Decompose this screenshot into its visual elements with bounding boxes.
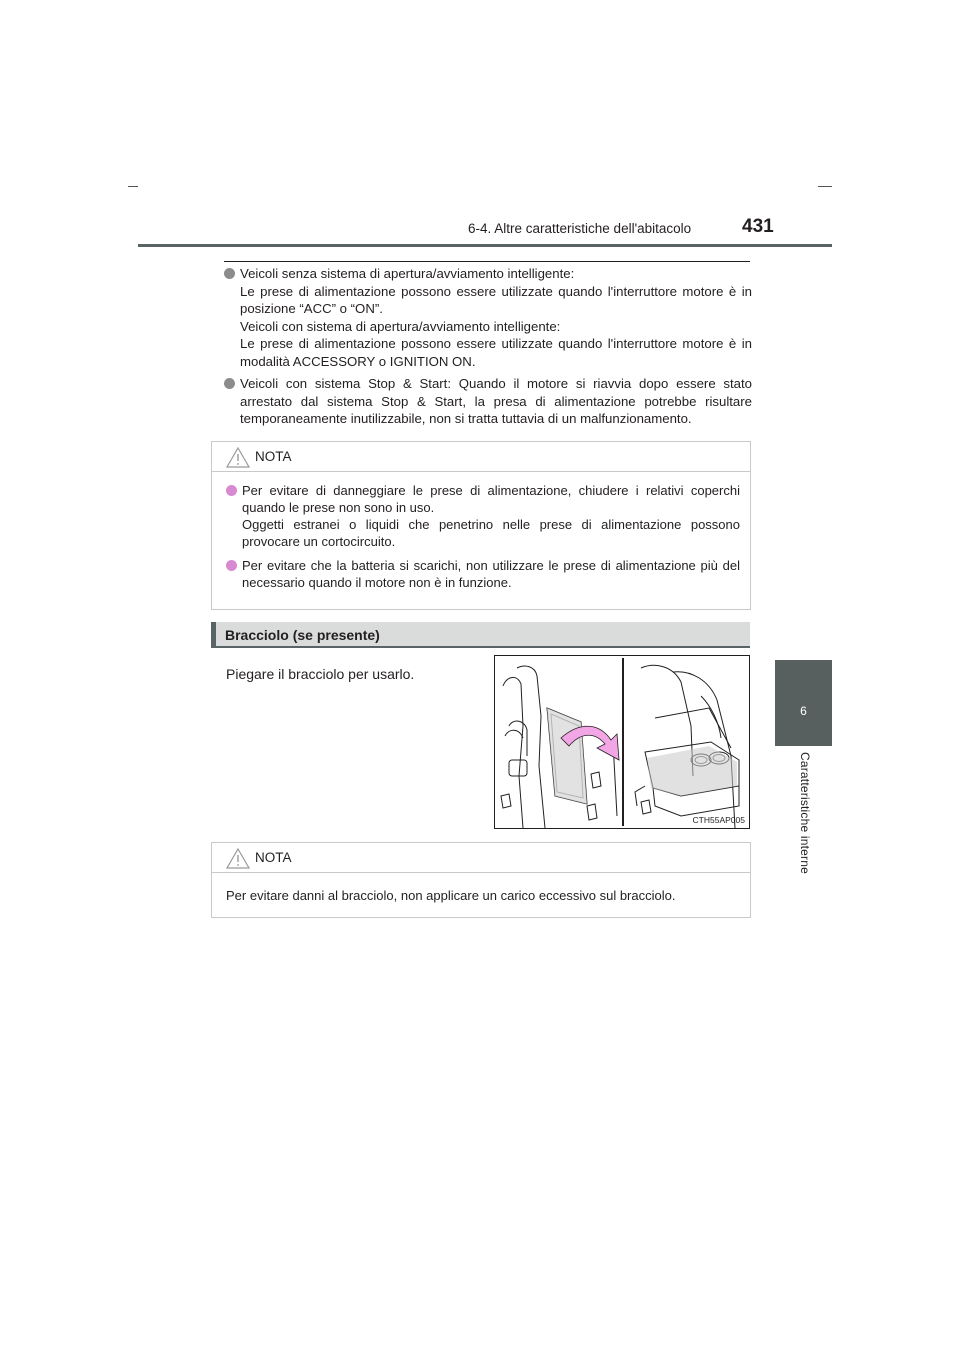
list-item (226, 482, 740, 550)
chapter-number: 6 (800, 704, 807, 718)
paragraph: Per evitare di danneggiare le prese di alimentazione, chiudere i relativi coperchi quando le prese non sono in uso. (242, 483, 740, 515)
nota-header (212, 442, 750, 472)
bullet-icon (226, 560, 237, 571)
list-item (224, 375, 752, 428)
warning-icon (226, 447, 250, 468)
warning-icon (226, 848, 250, 869)
nota-box (211, 441, 751, 610)
section-title: Bracciolo (se presente) (225, 627, 380, 643)
section-heading (211, 622, 750, 648)
bullet-icon (224, 378, 235, 389)
chapter-tab (775, 660, 832, 746)
paragraph: Oggetti estranei o liquidi che penetrino nelle prese di alimentazione possono provocare un cortocircuito. (242, 517, 740, 549)
header-rule (138, 244, 832, 247)
paragraph: Per evitare che la batteria si scarichi, non utilizzare le prese di alimentazione più del necessario quando il motore non è in funzione. (242, 558, 740, 590)
paragraph: Per evitare danni al bracciolo, non applicare un carico eccessivo sul bracciolo. (226, 888, 676, 903)
paragraph: Veicoli con sistema di apertura/avviamento intelligente: (240, 318, 561, 334)
section-header: 6-4. Altre caratteristiche dell'abitacolo (468, 221, 692, 236)
paragraph: Veicoli senza sistema di apertura/avviamento intelligente: (240, 266, 575, 281)
armrest-illustration (494, 655, 750, 829)
bullet-icon (226, 485, 237, 496)
nota-box (211, 842, 751, 918)
nota-header (212, 843, 750, 873)
list-item (224, 265, 752, 370)
nota-body (212, 472, 750, 608)
paragraph: Le prese di alimentazione possono essere utilizzate quando l'interruttore motore è in modalità ACCESSORY o IGNITION ON. (240, 336, 752, 369)
nota-title: NOTA (255, 850, 292, 865)
bullet-icon (224, 268, 235, 279)
page-number: 431 (742, 216, 774, 237)
nota-body (212, 873, 750, 914)
figure-code: CTH55AP005 (692, 815, 745, 825)
list-item (226, 557, 740, 591)
paragraph: Veicoli con sistema Stop & Start: Quando il motore si riavvia dopo essere stato arrestato dal sistema Stop & Start, la presa di alimentazione potrebbe risultare temporaneamente inutilizzabile, non si tratta tuttavia di un malfunzionamento. (240, 376, 752, 426)
armrest-drawing (495, 656, 749, 828)
instruction-text: Piegare il bracciolo per usarlo. (226, 666, 415, 682)
divider (224, 261, 750, 262)
intro-bullet-list (224, 265, 752, 433)
crop-mark (128, 186, 138, 187)
section-bar (211, 622, 216, 648)
nota-title: NOTA (255, 449, 292, 464)
paragraph: Le prese di alimentazione possono essere utilizzate quando l'interruttore motore è in posizione “ACC” o “ON”. (240, 283, 752, 316)
chapter-label: Caratteristiche interne (798, 752, 812, 874)
crop-mark (818, 186, 832, 187)
